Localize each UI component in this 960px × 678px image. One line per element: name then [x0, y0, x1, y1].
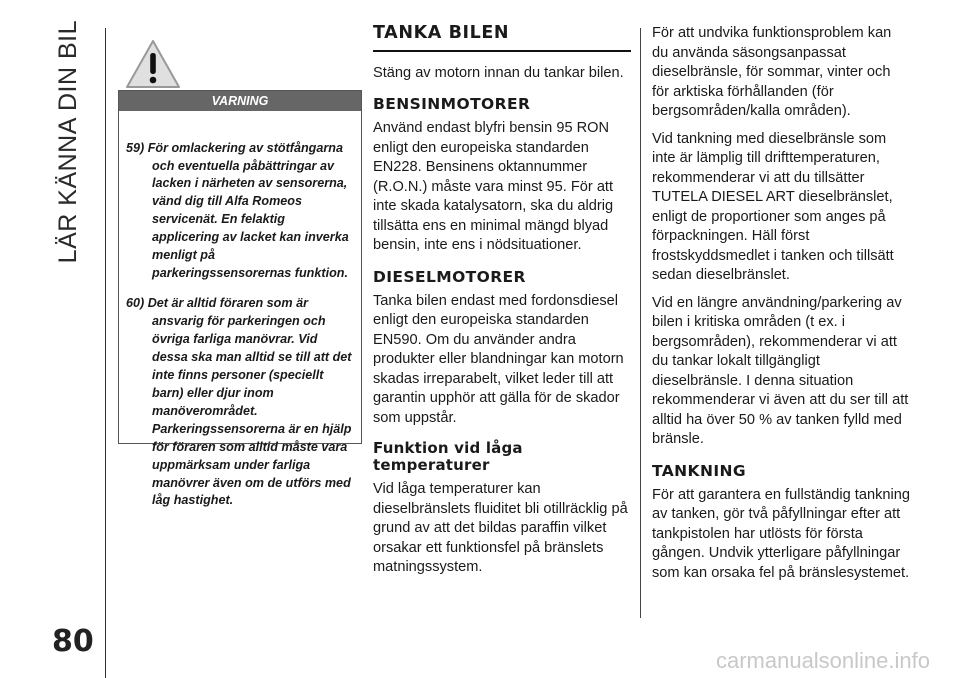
watermark: carmanualsonline.info — [715, 648, 930, 673]
warning-header: VARNING — [119, 91, 361, 111]
low-temperature-heading: Funktion vid låga temperaturer — [373, 439, 523, 474]
seasonal-diesel-text: För att undvika funktionsproblem kan du använda säsongsanpassat dieselbränsle, för sommar, vinter och för arktiska förhållanden (för bergsområden/kalla områden). — [652, 25, 892, 119]
low-temperature-text: Vid låga temperaturer kan dieselbränslets fluiditet bli otillräcklig på grund av att det bildas paraffin vilket orsakar ett funktionsfel på bränslets matningssystem. — [373, 481, 628, 575]
warning-box — [118, 90, 362, 508]
warning-triangle-icon — [124, 38, 182, 90]
warning-item-59: 59) För omlackering av stötfångarna och eventuella påbättringar av lacken i närheten av sensorerna, vänd dig till Alfa Romeos servicenät. En felaktig applicering av lacket kan inverka menligt på parkeringssensorernas funktion. — [126, 140, 349, 280]
warning-item-60: 60) Det är alltid föraren som är ansvarig för parkeringen och övriga farliga manövrar. Vid dessa ska man alltid se till att det inte finns personer (speciellt barn) eller djur inom manöverområdet. Parkeringssensorerna är en hjälp för föraren som alltid måste vara uppmärksam under farliga manövrer även om de utförs med låg hastighet. — [126, 296, 352, 508]
page-number: 80 — [52, 624, 94, 659]
column-refuelling — [373, 24, 631, 586]
diesel-engines-text: Tanka bilen endast med fordonsdiesel enligt den europeiska standarden EN590. Om du använder andra produkter eller blandningar kan motorn skadas irreparabelt, vilket leder till att garantin upphör att gälla för de skador som uppstår. — [373, 292, 624, 426]
side-title-text: LÄR KÄNNA DIN BIL — [53, 20, 82, 264]
additive-text: Vid tankning med dieselbränsle som inte är lämplig till drifttemperaturen, rekommenderar vi att du tillsätter TUTELA DIESEL ART dieselbränslet, enligt de proportioner som anges på förpackningen. Häll först frostskyddsmedlet i tanken och tillsätt sedan dieselbränslet. — [652, 130, 894, 283]
refuelling-text: För att garantera en fullständig tankning av tanken, gör två påfyllningar efter att tankpistolen har utlösts för första gången. Undvik ytterligare påfyllningar som kan orsaka fel på bränslesystemet. — [652, 486, 910, 581]
page-title: TANKA BILEN — [373, 24, 631, 52]
intro-text: Stäng av motorn innan du tankar bilen. — [373, 64, 624, 81]
warning-body — [119, 111, 361, 510]
refuelling-heading: TANKNING — [652, 461, 746, 480]
diesel-engines-heading: DIESELMOTORER — [373, 267, 526, 286]
column-diesel-continued — [652, 24, 910, 591]
section-side-title — [48, 20, 88, 300]
petrol-engines-text: Använd endast blyfri bensin 95 RON enligt den europeiska standarden EN228. Bensinens oktannummer (R.O.N.) måste vara minst 95. För att inte skada katalysatorn, ska du aldrig tillsätta ens en minimal mängd blyad bensin, inte ens i nödsituationer. — [373, 120, 614, 253]
side-divider — [105, 28, 106, 678]
petrol-engines-heading: BENSINMOTORER — [373, 95, 531, 113]
critical-areas-text: Vid en längre användning/parkering av bilen i kritiska områden (t ex. i bergsområden), rekommenderar vi att du tankar lokalt tillgängligt dieselbränsle. I denna situation rekommenderar vi även att du ser till att alltid ha över 50 % av tanken fylld med bränsle. — [652, 294, 909, 447]
column-divider — [640, 28, 641, 618]
